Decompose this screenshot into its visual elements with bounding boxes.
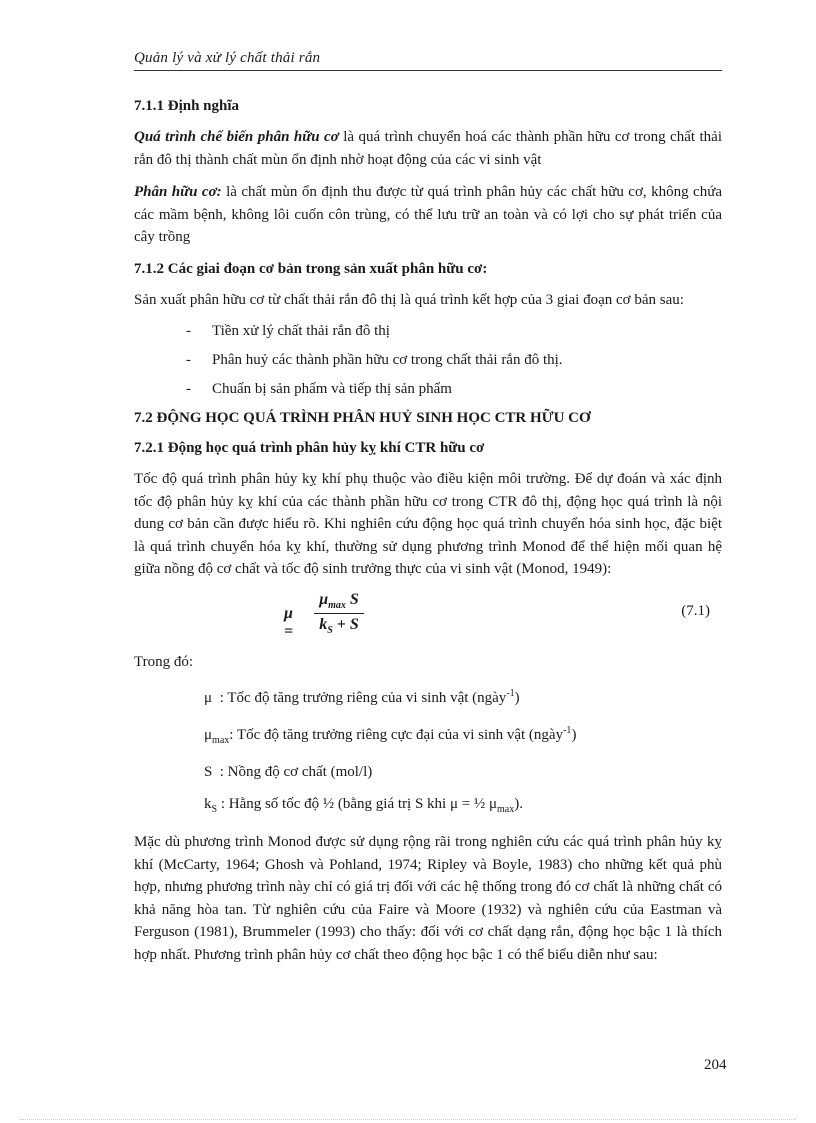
- definition-composting-text: là quá trình chuyển hoá các thành phần hữu cơ trong chất thải rắn đô thị thành chất mùn ổn định nhờ hoạt động của các vi sinh vật: [134, 129, 723, 168]
- equation-lhs: μ =: [284, 604, 294, 640]
- monod-limitations-paragraph: Mặc dù phương trình Monod được sử dụng rộng rãi trong nghiên cứu các quá trình phân hủy kỵ khí (McCarty, 1964; Ghosh và Pohland, 1974; Ripley và Boyle, 1983) cho những kết quả phù hợp, nhưng phương trình này chỉ có giá trị đối với các hệ thống trong đó cơ chất là những chất có khả năng hòa tan. Từ nghiên cứu của Faire và Moore (1932) và nghiên cứu của Eastman và Ferguson (1981), Brummeler (1993) cho thấy: đối với cơ chất dạng rắn, động học bậc 1 là thích hợp nhất. Phương trình phân hủy cơ chất theo động học bậc 1 có thể biểu diễn như sau:: [134, 834, 722, 963]
- equation-denominator: $k_S + S$: [319, 615, 359, 636]
- monod-equation: [134, 591, 722, 641]
- definition-compost: [134, 181, 722, 249]
- definition-item: μ : Tốc độ tăng trưởng riêng của vi sinh vật (ngày$^{-1}$): [204, 688, 520, 706]
- where-label: Trong đó:: [134, 653, 194, 670]
- definition-item: $k_S$ : Hằng số tốc độ ½ (bằng giá trị S khi μ = ½ $\mu_{max}$).: [204, 796, 523, 815]
- heading-7-1-2: 7.1.2 Các giai đoạn cơ bản trong sản xuất phân hữu cơ:: [134, 260, 488, 277]
- variable-definitions: [134, 683, 722, 820]
- definition-item: $\mu_{max}$: Tốc độ tăng trưởng riêng cực đại của vi sinh vật (ngày$^{-1}$): [204, 725, 577, 746]
- stages-intro: Sản xuất phân hữu cơ từ chất thải rắn đô thị là quá trình kết hợp của 3 giai đoạn cơ bản sau:: [134, 291, 684, 308]
- heading-7-2-1: 7.2.1 Động học quá trình phân hủy kỵ khí CTR hữu cơ: [134, 440, 485, 456]
- list-item: - Phân huỷ các thành phần hữu cơ trong chất thải rắn đô thị.: [134, 350, 722, 371]
- definition-compost-text: là chất mùn ổn định thu được từ quá trình phân hủy các chất hữu cơ, không chứa các mầm bệnh, không lôi cuốn côn trùng, có thể lưu trữ an toàn và có lợi cho sự phát triển của cây trồng: [134, 184, 722, 245]
- list-item: - Chuẩn bị sản phẩm và tiếp thị sản phẩm: [134, 379, 722, 400]
- page-number: 204: [704, 1057, 727, 1073]
- dash-bullet: -: [186, 323, 191, 339]
- dash-bullet: -: [186, 381, 191, 397]
- heading-7-1-1: 7.1.1 Định nghĩa: [134, 98, 240, 114]
- list-item: - Tiền xử lý chất thải rắn đô thị: [134, 321, 722, 342]
- running-header: Quản lý và xử lý chất thải rắn: [134, 50, 722, 71]
- term-composting: Quá trình chế biến phân hữu cơ: [134, 129, 339, 145]
- equation-fraction: [314, 591, 364, 636]
- term-compost: Phân hữu cơ:: [134, 184, 222, 200]
- equation-numerator: $\mu_{max}$ S: [314, 591, 364, 614]
- definition-composting: [134, 126, 722, 171]
- definition-item: S : Nồng độ cơ chất (mol/l): [204, 764, 373, 780]
- page-content: [134, 96, 722, 976]
- footer-divider: [20, 1119, 796, 1120]
- heading-7-2: 7.2 ĐỘNG HỌC QUÁ TRÌNH PHÂN HUỶ SINH HỌC CTR HỮU CƠ: [134, 410, 591, 426]
- kinetics-paragraph: Tốc độ quá trình phân hủy kỵ khí phụ thuộc vào điều kiện môi trường. Để dự đoán và xác định tốc độ phân hủy kỵ khí của các thành phần hữu cơ trong CTR đô thị, động học quá trình là nội dung cơ bản cần được hiểu rõ. Khi nghiên cứu động học quá trình chuyển hóa sinh học, đặc biệt là quá trình chuyển hóa kỵ khí, thường sử dụng phương trình Monod để thể hiện mối quan hệ giữa nồng độ cơ chất và tốc độ sinh trưởng thực của vi sinh vật (Monod, 1949):: [134, 471, 722, 577]
- stages-list: [134, 321, 722, 400]
- equation-number: (7.1): [681, 602, 710, 619]
- dash-bullet: -: [186, 352, 191, 368]
